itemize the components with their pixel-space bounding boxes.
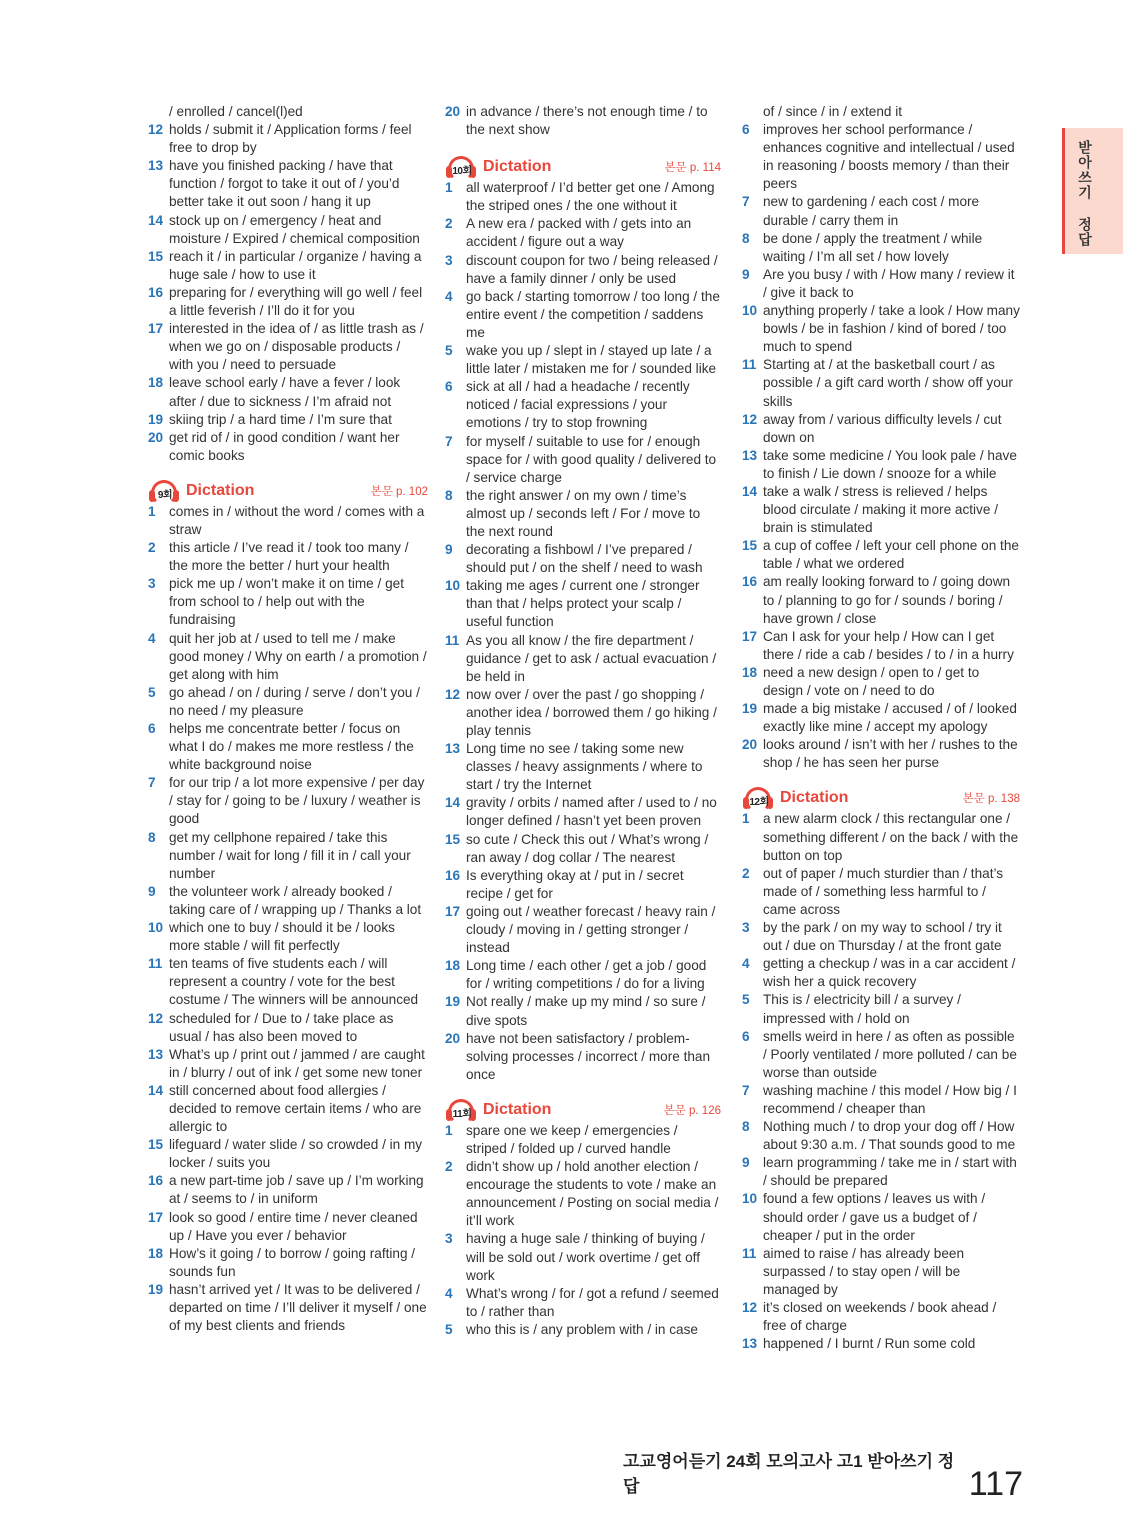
answer-number: 19 — [742, 701, 758, 717]
answer-item — [742, 1028, 1020, 1082]
answer-text: need a new design / open to / get to design / vote on / need to do — [763, 664, 980, 698]
answer-number: 15 — [742, 538, 758, 554]
answer-text: improves her school performance / enhances cognitive and intellectual / used in reasoning / boosts memory / than their peers — [763, 122, 1015, 192]
answer-item — [445, 342, 721, 378]
answer-number: 10 — [742, 1191, 758, 1207]
answer-text: learn programming / take me in / start with / should be prepared — [763, 1155, 1017, 1189]
side-tab — [1062, 128, 1123, 254]
answer-item — [148, 212, 428, 248]
answer-item — [742, 230, 1020, 266]
answer-column-2 — [445, 103, 721, 1339]
answer-item — [445, 433, 721, 487]
headphones-icon: 12회 — [742, 787, 776, 809]
answer-text: stock up on / emergency / heat and moisture / Expired / chemical composition — [169, 212, 420, 246]
answer-item — [445, 632, 721, 686]
answer-number: 4 — [445, 288, 453, 304]
answer-text: go back / starting tomorrow / too long / the entire event / the competition / saddens me — [466, 288, 720, 340]
answer-number: 3 — [445, 252, 453, 268]
answer-text: comes in / without the word / comes with a straw — [169, 503, 425, 537]
answer-list-11 — [445, 1122, 721, 1339]
answer-text: going out / weather forecast / heavy rain / cloudy / moving in / getting stronger / instead — [466, 903, 716, 956]
answer-number: 9 — [445, 542, 453, 558]
answer-text: a new alarm clock / this rectangular one / something different / on the back / with the button on top — [763, 811, 1019, 863]
answer-number: 13 — [148, 1046, 164, 1062]
answer-item — [742, 664, 1020, 700]
answer-item — [742, 1154, 1020, 1190]
answer-number: 17 — [148, 321, 164, 337]
answer-number: 14 — [148, 212, 164, 228]
section-title: Dictation — [483, 158, 552, 176]
answer-column-1 — [148, 103, 428, 1335]
dictation-header-9 — [148, 479, 428, 503]
answer-number: 4 — [742, 956, 750, 972]
answer-item — [742, 193, 1020, 229]
answer-text: away from / various difficulty levels / cut down on — [763, 411, 1002, 445]
answer-item — [148, 1281, 428, 1335]
answer-item — [742, 1190, 1020, 1244]
answer-number: 7 — [742, 194, 750, 210]
answer-text: aimed to raise / has already been surpassed / to stay open / will be managed by — [763, 1245, 965, 1297]
page-reference: 본문 p. 102 — [370, 485, 428, 498]
answer-text: get my cellphone repaired / take this number / wait for long / fill it in / call your number — [169, 829, 411, 881]
answer-item — [742, 1245, 1020, 1299]
answer-item — [148, 630, 428, 684]
answer-text: decorating a fishbowl / I’ve prepared / should put / on the shelf / need to wash — [466, 542, 703, 576]
answer-item — [742, 700, 1020, 736]
answer-text: skiing trip / a hard time / I’m sure that — [169, 411, 392, 427]
continued-text: / enrolled / cancel(l)ed — [169, 104, 303, 119]
answer-item — [742, 447, 1020, 483]
answer-number: 17 — [742, 628, 758, 644]
answer-item — [445, 740, 721, 794]
page-number: 117 — [968, 1465, 1023, 1503]
answer-item — [445, 1030, 721, 1084]
answer-item — [445, 1122, 721, 1158]
answer-item — [742, 1335, 1020, 1353]
answer-item — [742, 628, 1020, 664]
answer-text: get rid of / in good condition / want her comic books — [169, 429, 400, 463]
answer-number: 7 — [148, 775, 156, 791]
answer-text: new to gardening / each cost / more durable / carry them in — [763, 194, 980, 228]
answer-text: a cup of coffee / left your cell phone on the table / what we ordered — [763, 538, 1019, 572]
answer-column-3 — [742, 103, 1020, 1353]
answer-text: happened / I burnt / Run some cold — [763, 1336, 976, 1352]
dictation-header-10 — [445, 155, 721, 179]
answer-text: holds / submit it / Application forms / feel free to drop by — [169, 122, 412, 156]
answer-number: 16 — [445, 867, 461, 883]
answer-text: all waterproof / I’d better get one / Among the striped ones / the one without it — [466, 180, 715, 214]
answer-text: found a few options / leaves us with / should order / gave us a budget of / cheaper / put in the order — [763, 1191, 986, 1243]
answer-number: 9 — [742, 1155, 750, 1171]
dictation-header-11 — [445, 1098, 721, 1122]
answer-list-11-cont — [742, 121, 1020, 772]
answer-text: How’s it going / to borrow / going rafting / sounds fun — [169, 1245, 416, 1279]
answer-text: quit her job at / used to tell me / make good money / Why on earth / a promotion / get along with him — [169, 630, 427, 682]
answer-item — [742, 1082, 1020, 1118]
answer-number: 18 — [742, 664, 758, 680]
answer-text: Starting at / at the basketball court / as possible / a gift card worth / show off your skills — [763, 357, 1013, 409]
answer-text: Is everything okay at / put in / secret recipe / get for — [466, 867, 684, 901]
answer-text: discount coupon for two / being released / have a family dinner / only be used — [466, 252, 718, 286]
answer-item — [148, 503, 428, 539]
answer-text: out of paper / much sturdier than / that’s made of / something less harmful to / came across — [763, 865, 1004, 917]
answer-item — [445, 831, 721, 867]
answer-text: sick at all / had a headache / recently noticed / facial expressions / your emotions / try to stop frowning — [466, 379, 690, 431]
answer-number: 19 — [148, 411, 164, 427]
answer-item — [445, 957, 721, 993]
answer-text: having a huge sale / thinking of buying / will be sold out / work overtime / get off work — [466, 1231, 705, 1283]
answer-number: 6 — [148, 721, 156, 736]
answer-text: preparing for / everything will go well / feel a little feverish / I’ll do it for you — [169, 284, 423, 319]
answer-number: 12 — [742, 1300, 758, 1315]
answer-item — [445, 993, 721, 1029]
answer-number: 14 — [742, 483, 758, 499]
headphones-icon: 10회 — [445, 156, 479, 178]
answer-number: 8 — [742, 230, 750, 246]
answer-text: didn’t show up / hold another election / encourage the students to vote / make an announcement / Posting on social media / it’ll work — [466, 1159, 719, 1229]
answer-number: 3 — [445, 1231, 453, 1247]
answer-number: 18 — [148, 1245, 164, 1261]
answer-number: 17 — [445, 903, 461, 919]
answer-number: 15 — [148, 248, 164, 264]
answer-text: it’s closed on weekends / book ahead / free of charge — [763, 1300, 997, 1334]
answer-number: 7 — [445, 433, 453, 449]
answer-number: 6 — [742, 1028, 750, 1044]
answer-text: look so good / entire time / never cleaned up / Have you ever / behavior — [169, 1209, 418, 1243]
answer-item — [445, 577, 721, 631]
page-reference: 본문 p. 138 — [962, 793, 1020, 806]
headphones-icon: 11회 — [445, 1099, 479, 1121]
answer-text: the volunteer work / already booked / taking care of / wrapping up / Thanks a lot — [169, 883, 422, 917]
answer-text: gravity / orbits / named after / used to / no longer defined / hasn’t yet been proven — [466, 795, 717, 829]
answer-number: 18 — [148, 375, 164, 391]
answer-text: smells weird in here / as often as possible / Poorly ventilated / more polluted / can be worse than outside — [763, 1028, 1017, 1080]
continued-text: of / since / in / extend it — [763, 104, 903, 119]
answer-number: 16 — [148, 284, 164, 300]
answer-list-12 — [742, 810, 1020, 1353]
answer-text: which one to buy / should it be / looks more stable / will fit perfectly — [169, 920, 395, 954]
answer-item — [742, 919, 1020, 955]
answer-number: 3 — [742, 920, 750, 936]
headphones-icon: 9회 — [148, 480, 182, 502]
answer-item — [148, 1245, 428, 1281]
answer-number: 1 — [445, 1122, 453, 1138]
answer-number: 9 — [742, 266, 750, 282]
answer-text: Can I ask for your help / How can I get there / ride a cab / besides / to / in a hurry — [763, 628, 1014, 662]
section-title: Dictation — [186, 481, 255, 499]
answer-text: have you finished packing / have that function / forgot to take it out of / you’d better take it out soon / hang it up — [169, 158, 400, 210]
answer-item — [148, 1136, 428, 1172]
answer-item — [445, 686, 721, 740]
answer-number: 16 — [742, 574, 758, 590]
answer-text: What’s up / print out / jammed / are caught in / blurry / out of ink / get some new toner — [169, 1046, 425, 1080]
answer-item — [445, 1158, 721, 1230]
answer-number: 16 — [148, 1173, 164, 1189]
answer-number: 14 — [445, 795, 461, 811]
answer-item — [742, 1118, 1020, 1154]
answer-text: spare one we keep / emergencies / striped / folded up / curved handle — [466, 1122, 678, 1156]
answer-text: hasn’t arrived yet / It was to be delivered / departed on time / I’ll deliver it myself / one of my best clients and friends — [169, 1281, 427, 1334]
answer-item — [148, 774, 428, 828]
answer-item — [742, 991, 1020, 1027]
answer-number: 4 — [148, 630, 156, 646]
answer-number: 20 — [742, 737, 758, 753]
answer-item — [742, 411, 1020, 447]
answer-text: What’s wrong / for / got a refund / seemed to / rather than — [466, 1285, 719, 1319]
answer-item — [148, 157, 428, 211]
answer-text: made a big mistake / accused / of / looked exactly like mine / accept my apology — [763, 701, 1017, 735]
answer-item — [445, 103, 721, 139]
answer-item — [742, 356, 1020, 410]
answer-text: go ahead / on / during / serve / don’t you / no need / my pleasure — [169, 684, 420, 718]
answer-item — [742, 736, 1020, 772]
answer-number: 2 — [445, 216, 453, 232]
answer-text: looks around / isn’t with her / rushes to the shop / he has seen her purse — [763, 737, 1018, 771]
answer-item — [148, 919, 428, 955]
answer-text: reach it / in particular / organize / having a huge sale / how to use it — [169, 248, 422, 282]
answer-item — [445, 487, 721, 541]
answer-number: 2 — [148, 540, 156, 556]
answer-item — [742, 1299, 1020, 1335]
answer-number: 20 — [445, 104, 461, 119]
answer-text: Long time no see / taking some new classes / heavy assignments / where to start / try the Internet — [466, 741, 703, 793]
answer-text: Long time / each other / get a job / good for / writing competitions / do for a living — [466, 958, 707, 992]
answer-number: 6 — [742, 122, 750, 138]
answer-item — [148, 1209, 428, 1245]
answer-text: As you all know / the fire department / guidance / get to ask / actual evacuation / be held in — [466, 632, 717, 684]
answer-number: 17 — [148, 1209, 164, 1225]
answer-item — [742, 865, 1020, 919]
answer-text: am really looking forward to / going down to / planning to go for / sounds / boring / have grown / close — [763, 574, 1011, 626]
answer-text: ten teams of five students each / will represent a country / vote for the best costume / The winners will be announced — [169, 956, 419, 1008]
answer-text: Nothing much / to drop your dog off / How about 9:30 a.m. / That sounds good to me — [763, 1119, 1016, 1153]
answer-item — [742, 573, 1020, 627]
answer-number: 20 — [445, 1030, 461, 1046]
answer-number: 5 — [742, 992, 750, 1008]
answer-number: 7 — [742, 1082, 750, 1098]
answer-item — [742, 302, 1020, 356]
answer-number: 18 — [445, 958, 461, 974]
answer-text: taking me ages / current one / stronger than that / helps protect your scalp / useful function — [466, 578, 700, 630]
answer-number: 12 — [148, 122, 164, 138]
answer-number: 15 — [445, 831, 461, 847]
page-footer — [623, 1447, 1023, 1501]
answer-item — [445, 288, 721, 342]
answer-item — [148, 575, 428, 629]
answer-number: 13 — [742, 1336, 758, 1352]
answer-number: 5 — [148, 684, 156, 700]
answer-number: 11 — [445, 632, 460, 648]
answer-number: 19 — [148, 1281, 164, 1297]
answer-number: 13 — [148, 158, 164, 174]
side-tab-label: 받아쓰기 정답 — [1077, 140, 1093, 247]
answer-number: 2 — [445, 1159, 453, 1175]
answer-item — [445, 1230, 721, 1284]
answer-number: 9 — [148, 883, 156, 899]
section-title: Dictation — [483, 1100, 552, 1118]
answer-item — [742, 955, 1020, 991]
answer-item — [148, 955, 428, 1009]
answer-text: Not really / make up my mind / so sure / dive spots — [466, 994, 706, 1028]
answer-item — [742, 266, 1020, 302]
answer-text: by the park / on my way to school / try it out / due on Thursday / at the front gate — [763, 920, 1002, 954]
answer-text: have not been satisfactory / problem-solving processes / incorrect / more than once — [466, 1030, 711, 1082]
answer-item — [148, 411, 428, 429]
answer-text: for myself / suitable to use for / enough space for / with good quality / delivered to / service charge — [466, 433, 717, 485]
answer-item — [742, 483, 1020, 537]
answer-item — [445, 867, 721, 903]
answer-number: 11 — [148, 956, 163, 972]
answer-list-8-end — [445, 103, 721, 139]
answer-number: 12 — [148, 1010, 164, 1026]
answer-item — [148, 429, 428, 465]
answer-number: 19 — [445, 994, 461, 1010]
answer-text: a new part-time job / save up / I’m working at / seems to / in uniform — [169, 1173, 424, 1207]
answer-number: 6 — [445, 379, 453, 395]
answer-number: 20 — [148, 429, 164, 445]
answer-number: 12 — [742, 411, 758, 427]
answer-item — [148, 320, 428, 374]
answer-text: This is / electricity bill / a survey / impressed with / hold on — [763, 992, 961, 1026]
answer-text: lifeguard / water slide / so crowded / in my locker / suits you — [169, 1137, 423, 1171]
answer-number: 11 — [742, 357, 757, 373]
answer-item — [148, 1172, 428, 1208]
answer-text: interested in the idea of / as little trash as / when we go on / disposable products / with you / need to persuade — [169, 321, 424, 373]
answer-text: so cute / Check this out / What’s wrong / ran away / dog collar / The nearest — [466, 831, 709, 865]
answer-number: 10 — [148, 920, 164, 936]
answer-list-8 — [148, 121, 428, 465]
answer-text: wake you up / slept in / stayed up late / a little later / mistaken me for / sounded like — [466, 343, 717, 377]
answer-number: 13 — [742, 447, 758, 463]
answer-item — [445, 903, 721, 957]
answer-text: now over / over the past / go shopping / another idea / borrowed them / go hiking / play tennis — [466, 686, 717, 738]
answer-item — [148, 374, 428, 410]
footer-title: 고교영어듣기 24회 모의고사 고1 받아쓰기 정답 — [623, 1452, 955, 1496]
answer-number: 1 — [742, 811, 750, 827]
answer-text: scheduled for / Due to / take place as usual / has also been moved to — [169, 1010, 394, 1044]
answer-text: who this is / any problem with / in case — [466, 1321, 698, 1337]
answer-number: 5 — [445, 343, 453, 359]
answer-number: 12 — [445, 686, 461, 702]
answer-text: leave school early / have a fever / look after / due to sickness / I’m afraid not — [169, 375, 401, 409]
answer-text: this article / I’ve read it / took too many / the more the better / hurt your health — [169, 540, 409, 574]
answer-number: 10 — [742, 303, 758, 319]
answer-item — [148, 539, 428, 575]
answer-item — [445, 179, 721, 215]
answer-item — [445, 215, 721, 251]
answer-item — [742, 121, 1020, 193]
answer-item — [148, 684, 428, 720]
answer-number: 11 — [742, 1245, 757, 1261]
answer-item — [148, 1082, 428, 1136]
answer-item — [445, 252, 721, 288]
answer-text: pick me up / won’t make it on time / get from school to / help out with the fundraising — [169, 576, 404, 628]
section-title: Dictation — [780, 789, 849, 807]
answer-item — [445, 378, 721, 432]
answer-number: 2 — [742, 865, 750, 881]
answer-item — [148, 720, 428, 774]
answer-number: 8 — [742, 1119, 750, 1135]
answer-item — [742, 810, 1020, 864]
answer-item — [445, 794, 721, 830]
answer-text: for our trip / a lot more expensive / per day / stay for / going to be / luxury / weather is good — [169, 775, 425, 827]
answer-list-9 — [148, 503, 428, 1335]
answer-text: washing machine / this model / How big / I recommend / cheaper than — [763, 1082, 1017, 1116]
answer-number: 3 — [148, 576, 156, 592]
answer-number: 15 — [148, 1137, 164, 1153]
answer-item — [148, 121, 428, 157]
answer-text: take a walk / stress is relieved / helps blood circulate / making it more active / brain is stimulated — [763, 483, 998, 536]
answer-number: 8 — [148, 829, 156, 845]
answer-item — [445, 1285, 721, 1321]
answer-item — [148, 1010, 428, 1046]
answer-number: 1 — [148, 503, 156, 519]
answer-text: anything properly / take a look / How many bowls / be in fashion / kind of bored / too much to spend — [763, 303, 1020, 355]
answer-text: getting a checkup / was in a car accident / wish her a quick recovery — [763, 956, 1016, 990]
answer-text: A new era / packed with / gets into an accident / figure out a way — [466, 216, 692, 250]
answer-list-10 — [445, 179, 721, 1084]
answer-item — [148, 829, 428, 883]
answer-item — [148, 883, 428, 919]
answer-item — [445, 1321, 721, 1339]
dictation-header-12 — [742, 786, 1020, 810]
answer-number: 4 — [445, 1285, 453, 1301]
page-reference: 본문 p. 126 — [663, 1104, 721, 1117]
answer-number: 14 — [148, 1082, 164, 1098]
answer-item — [148, 1046, 428, 1082]
page-reference: 본문 p. 114 — [664, 162, 721, 175]
answer-number: 1 — [445, 180, 453, 196]
answer-item — [445, 541, 721, 577]
answer-text: take some medicine / You look pale / have to finish / Lie down / snooze for a while — [763, 447, 1017, 481]
answer-item — [148, 284, 428, 320]
answer-text: Are you busy / with / How many / review it / give it back to — [763, 266, 1015, 300]
answer-text: the right answer / on my own / time’s almost up / seconds left / For / move to the next round — [466, 487, 701, 539]
answer-text: helps me concentrate better / focus on what I do / makes me more restless / the white background noise — [169, 721, 414, 773]
answer-number: 5 — [445, 1321, 453, 1337]
answer-text: still concerned about food allergies / decided to remove certain items / who are allergic to — [169, 1082, 422, 1135]
answer-text: be done / apply the treatment / while waiting / I’m all set / how lovely — [763, 230, 983, 264]
answer-text: in advance / there’s not enough time / to the next show — [466, 104, 708, 138]
answer-item — [742, 537, 1020, 573]
answer-number: 8 — [445, 487, 453, 503]
answer-number: 13 — [445, 741, 461, 757]
answer-number: 10 — [445, 578, 461, 594]
answer-item — [148, 248, 428, 284]
